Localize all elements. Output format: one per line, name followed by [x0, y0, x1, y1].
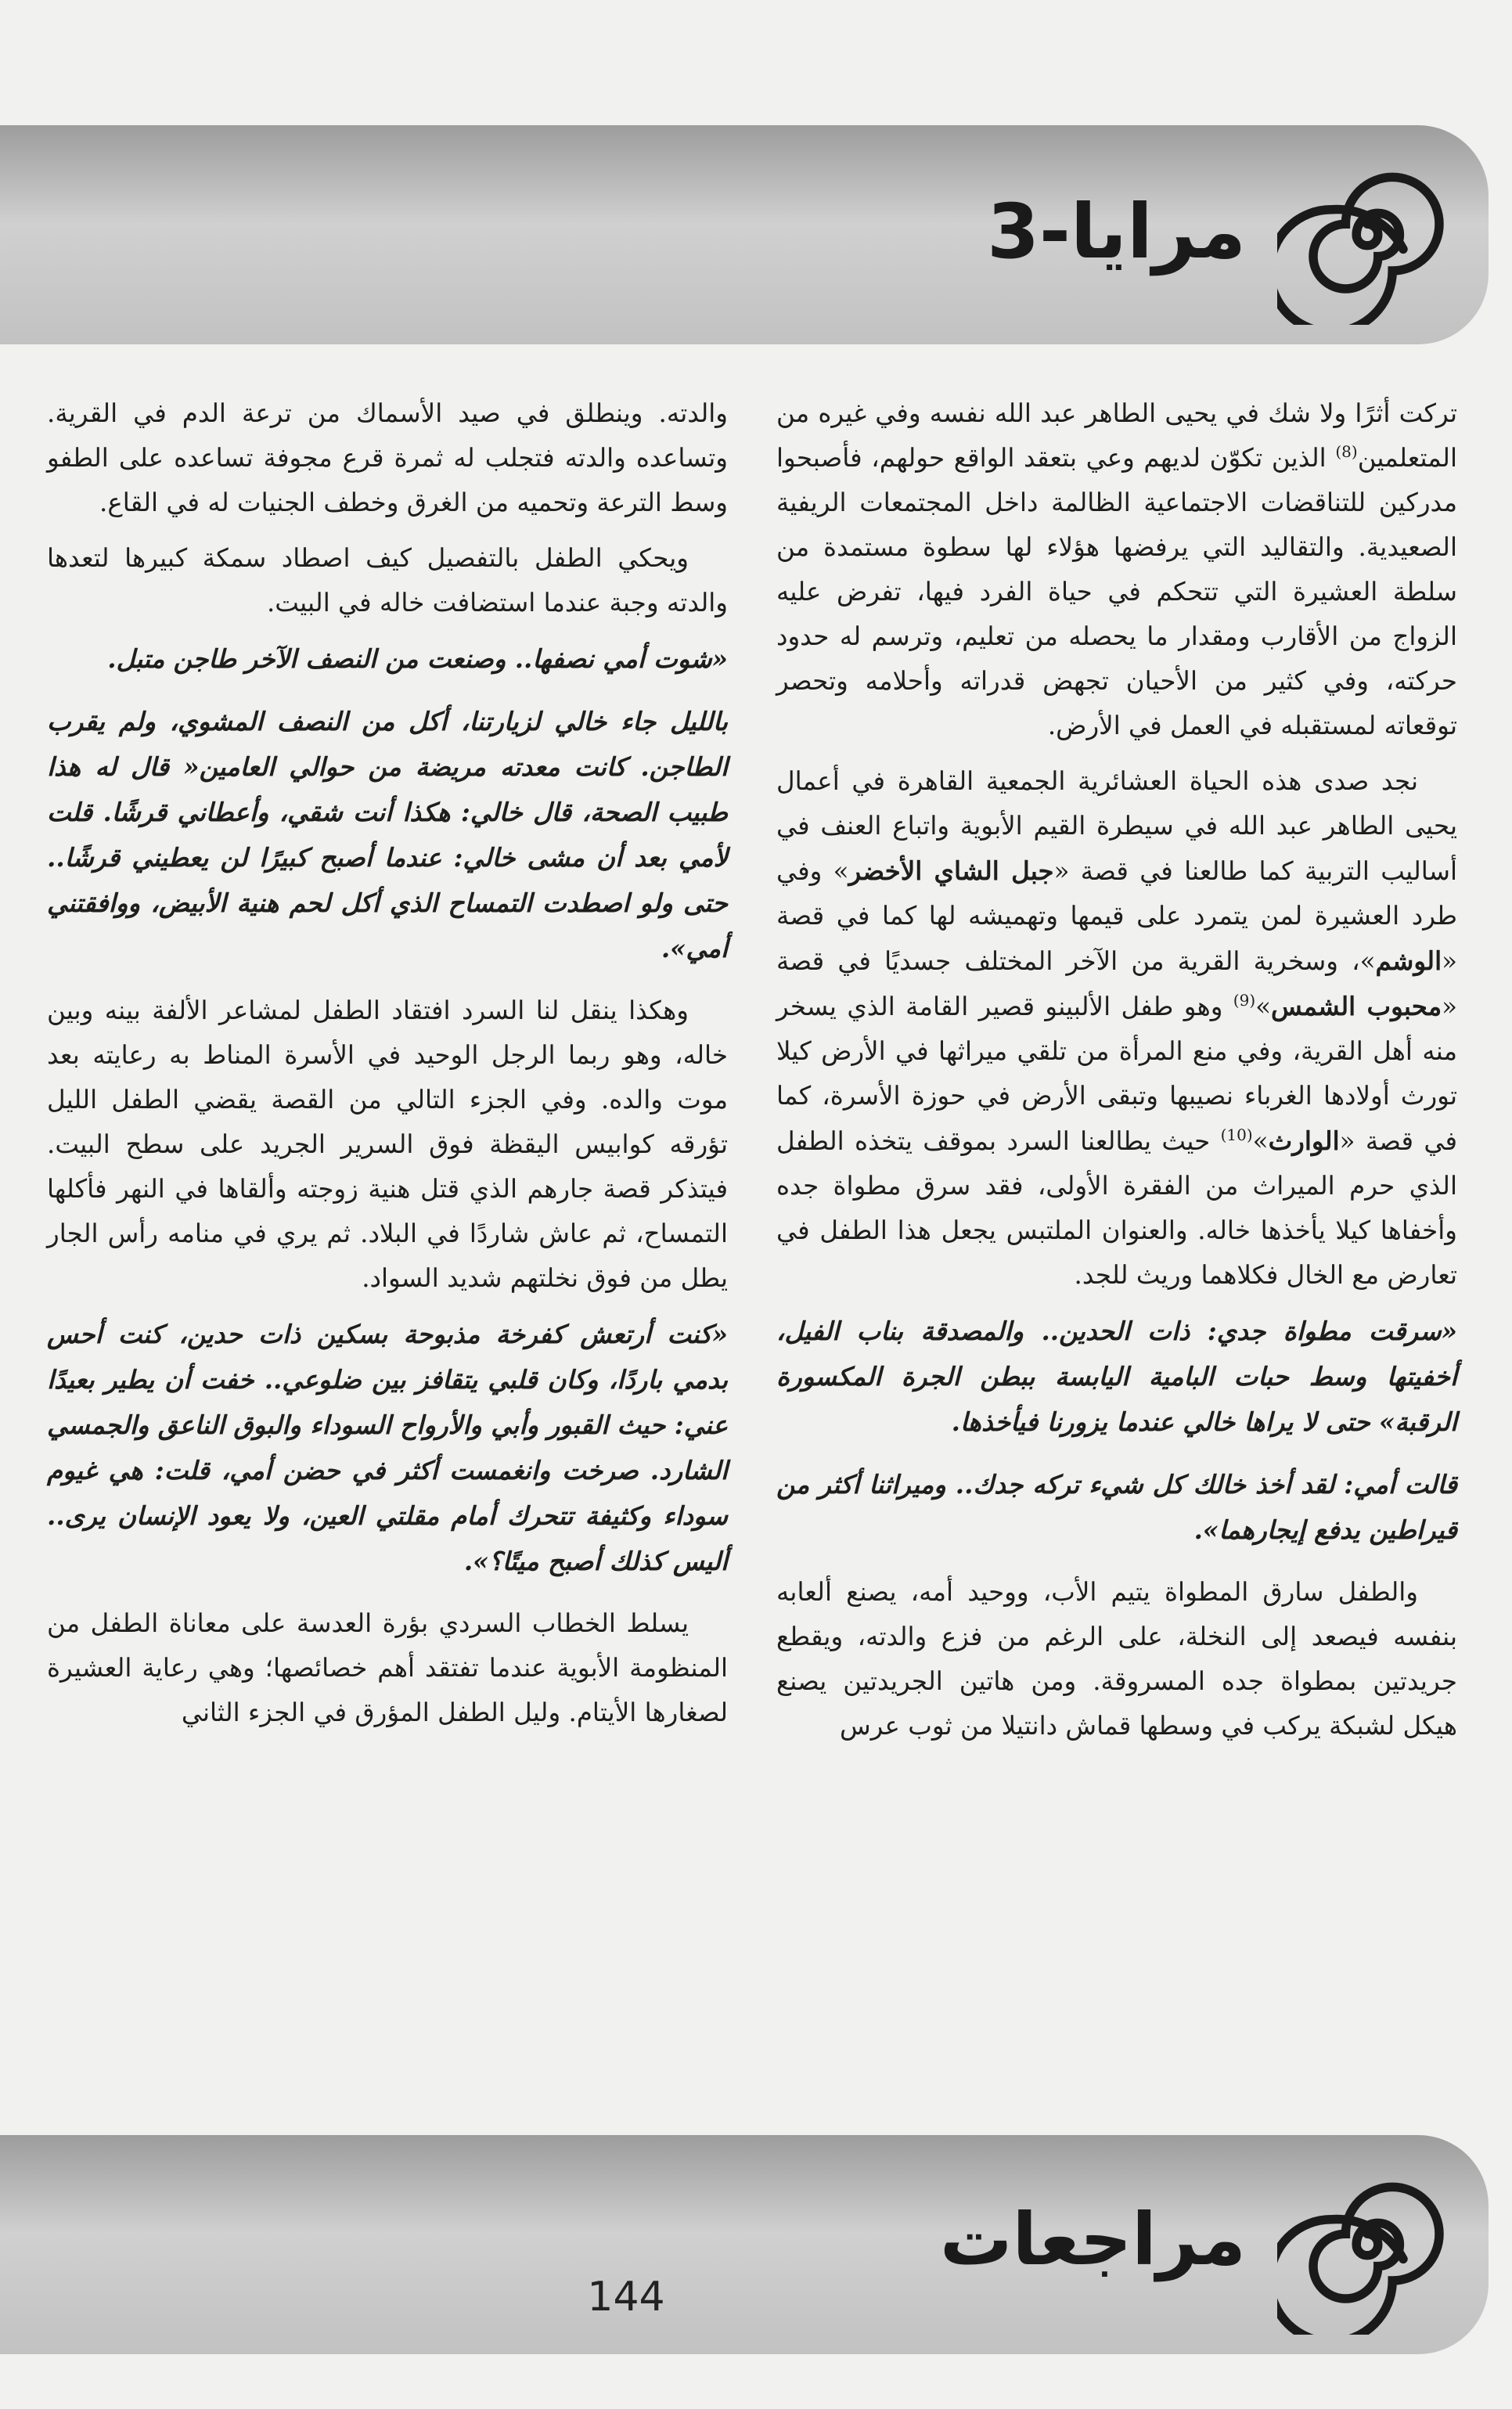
footnote-marker: (10): [1220, 1125, 1253, 1145]
text-segment: وهو طفل الألبينو قصير القامة الذي يسخر منه أهل القرية، وفي منع المرأة من تلقي ميراثها في الأرض كيلا تورث أولادها الغرباء نصيبها وتبقى الأرض في حوزة الأسرة، كما في قصة «: [776, 992, 1457, 1156]
text-segment: نجد صدى هذه الحياة العشائرية الجمعية القاهرة في أعمال يحيى الطاهر عبد الله في سيطرة القيم الأبوية واتباع العنف في أساليب التربية كما طالعنا في قصة «: [776, 766, 1457, 886]
quote: «كنت أرتعش كفرخة مذبوحة بسكين ذات حدين، كنت أحس بدمي باردًا، وكان قلبي يتقافز بين ضلوعي.. خفت أن يطير بعيدًا عني: حيث القبور وأبي والأرواح السوداء والبوق الناعق والجمسي الشارد. صرخت وانغمست أكثر في حضن أمي، قلت: هي غيوم سوداء وكثيفة تتحرك أمام مقلتي العين، ولا يعود الإنسان يرى.. أليس كذلك أصبح ميتًا؟».: [47, 1319, 728, 1576]
footnote-marker: (9): [1233, 991, 1256, 1010]
section-title: مرايا-3: [987, 188, 1246, 275]
text-segment: حيث يطالعنا السرد بموقف يتخذه الطفل الذي حرم الميراث من الفقرة الأولى، فقد سرق مطواة جده وأخفاها كيلا يأخذها خاله. والعنوان الملتبس يجعل هذا الطفل في تعارض مع الخال فكلاهما وريث للجد.: [776, 1126, 1457, 1290]
quote: «سرقت مطواة جدي: ذات الحدين.. والمصدقة بناب الفيل، أخفيتها وسط حبات البامية اليابسة ببطن الجرة المكسورة الرقبة» حتى لا يراها خالي عندما يزورنا فيأخذها.: [776, 1316, 1457, 1437]
paragraph: وهكذا ينقل لنا السرد افتقاد الطفل لمشاعر الألفة بينه وبين خاله، وهو ربما الرجل الوحيد في الأسرة المناط به رعايته بعد موت والده. وفي الجزء التالي من القصة يقضي الطفل الليل تؤرقه كوابيس اليقظة فوق السرير الجريد على سطح البيت. فيتذكر قصة جارهم الذي قتل هنية زوجته وألقاها في النهر فأكلها التمساح، ثم عاش شاردًا في البلاد. ثم يري في منامه رأس الجار يطل من فوق نخلتهم شديد السواد.: [47, 996, 728, 1293]
right-column: [776, 391, 1457, 1759]
story-title: الوارث: [1268, 1125, 1340, 1156]
footer-title: مراجعات: [940, 2198, 1246, 2281]
paragraph: يسلط الخطاب السردي بؤرة العدسة على معاناة الطفل من المنظومة الأبوية عندما تفتقد أهم خصائصها؛ وهي رعاية العشيرة لصغارها الأيتام. وليل الطفل المؤرق في الجزء الثاني: [47, 1608, 728, 1727]
text-segment: »: [1255, 992, 1272, 1021]
text-segment: » وفي طرد العشيرة لمن يتمرد على قيمها وتهميشه لها كما في قصة «: [776, 856, 1457, 976]
story-title: محبوب الشمس: [1271, 991, 1442, 1021]
paragraph: ويحكي الطفل بالتفصيل كيف اصطاد سمكة كبيرها لتعدها والدته وجبة عندما استضافت خاله في البيت.: [47, 543, 728, 618]
paragraph: والطفل سارق المطواة يتيم الأب، ووحيد أمه، يصنع ألعابه بنفسه فيصعد إلى النخلة، على الرغم من فزع والدته، ويقطع جريدتين بمطواة جده المسروقة. ومن هاتين الجريدتين يصنع هيكل لشبكة يركب في وسطها قماش دانتيلا من ثوب عرس: [776, 1577, 1457, 1741]
spiral-ornament-icon: [1277, 145, 1457, 325]
paragraph: [776, 759, 1457, 1298]
text-segment: »: [1252, 1126, 1269, 1156]
paragraph: [776, 391, 1457, 748]
header-banner: [0, 125, 1489, 344]
quote: بالليل جاء خالي لزيارتنا، أكل من النصف المشوي، ولم يقرب الطاجن. كانت معدته مريضة من حوالي العامين« قال له هذا طبيب الصحة، قال خالي: هكذا أنت شقي، وأعطاني قرشًا. قلت لأمي بعد أن مشى خالي: عندما أصبح كبيرًا لن يعطيني قرشًا.. حتى ولو اصطدت التمساح الذي أكل لحم هنية الأبيض، ووافقتني أمي».: [47, 706, 728, 963]
left-column: [47, 391, 728, 1746]
text-segment: تركت أثرًا ولا شك في يحيى الطاهر عبد الله نفسه وفي غيره من المتعلمين: [776, 398, 1457, 473]
footnote-marker: (8): [1335, 442, 1358, 462]
spiral-ornament-icon: [1277, 2155, 1457, 2335]
text-segment: »، وسخرية القرية من الآخر المختلف جسديًا في قصة «: [776, 946, 1458, 1021]
story-title: جبل الشاي الأخضر: [848, 855, 1054, 886]
footer-banner: [0, 2135, 1489, 2354]
quote: قالت أمي: لقد أخذ خالك كل شيء تركه جدك.. وميراثنا أكثر من قيراطين يدفع إيجارهما».: [776, 1469, 1457, 1545]
paragraph: والدته. وينطلق في صيد الأسماك من ترعة الدم في القرية. وتساعده والدته فتجلب له ثمرة قرع مجوفة تساعده على الطفو وسط الترعة وتحميه من الغرق وخطف الجنيات له في القاع.: [47, 398, 728, 517]
page-number: 144: [587, 2274, 665, 2321]
text-segment: الذين تكوّن لديهم وعي بتعقد الواقع حولهم، فأصبحوا مدركين للتناقضات الاجتماعية الظالمة داخل المجتمعات الريفية الصعيدية. والتقاليد التي يرفضها هؤلاء لها سطوة مستمدة من سلطة العشيرة التي تتحكم في حياة الفرد فيها، تفرض عليه الزواج من الأقارب ومقدار ما يحصله من تعليم، وترسم له حدود حركته، وفي كثير من الأحيان تجهض قدراته وأحلامه وتحصر توقعاته لمستقبله في العمل في الأرض.: [776, 443, 1457, 740]
quote: «شوت أمي نصفها.. وصنعت من النصف الآخر طاجن متبل.: [107, 643, 728, 674]
story-title: الوشم: [1375, 945, 1442, 976]
